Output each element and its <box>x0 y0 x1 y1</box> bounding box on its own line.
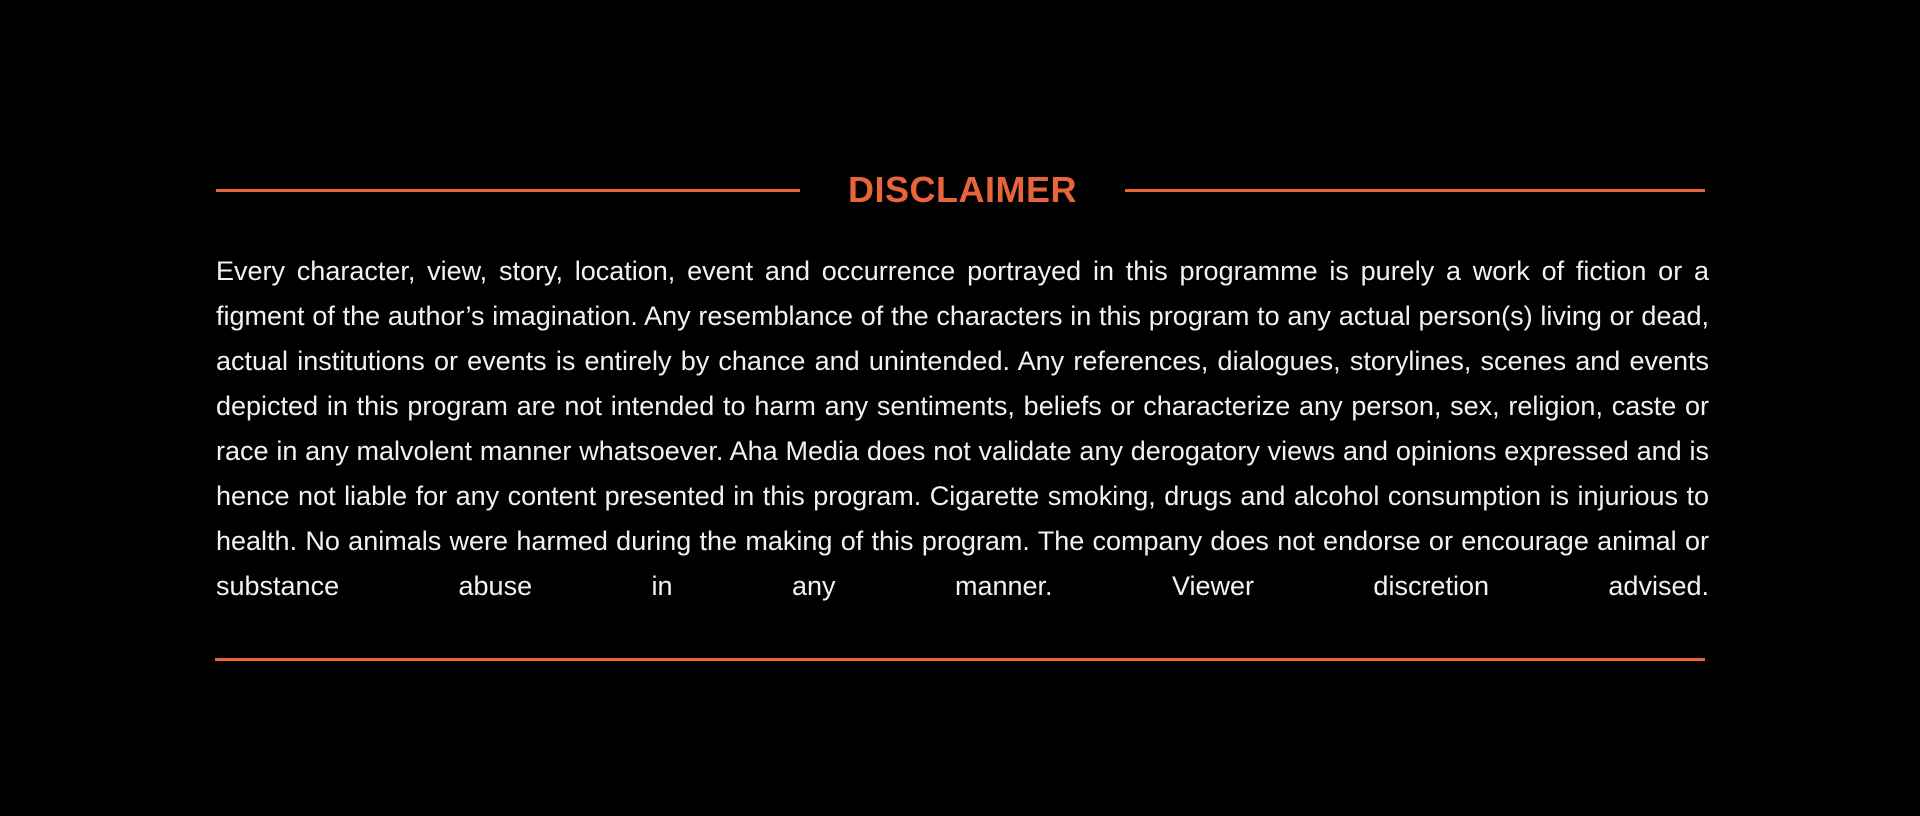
disclaimer-header <box>216 166 1705 214</box>
disclaimer-body: Every character, view, story, location, event and occurrence portrayed in this programme is purely a work of fiction or a figment of the author’s imagination. Any resemblance of the characters in this program to any actual person(s) living or dead, actual institutions or events is entirely by chance and unintended. Any references, dialogues, storylines, scenes and events depicted in this program are not intended to harm any sentiments, beliefs or characterize any person, sex, religion, caste or race in any malvolent manner whatsoever. Aha Media does not validate any derogatory views and opinions expressed and is hence not liable for any content presented in this program. Cigarette smoking, drugs and alcohol consumption is injurious to health. No animals were harmed during the making of this program. The company does not endorse or encourage animal or substance abuse in any manner. Viewer discretion advised. <box>216 256 1709 601</box>
bottom-divider-line <box>215 658 1705 661</box>
left-divider-line <box>216 189 800 192</box>
disclaimer-title: DISCLAIMER <box>848 169 1077 210</box>
right-divider-line <box>1125 189 1705 192</box>
